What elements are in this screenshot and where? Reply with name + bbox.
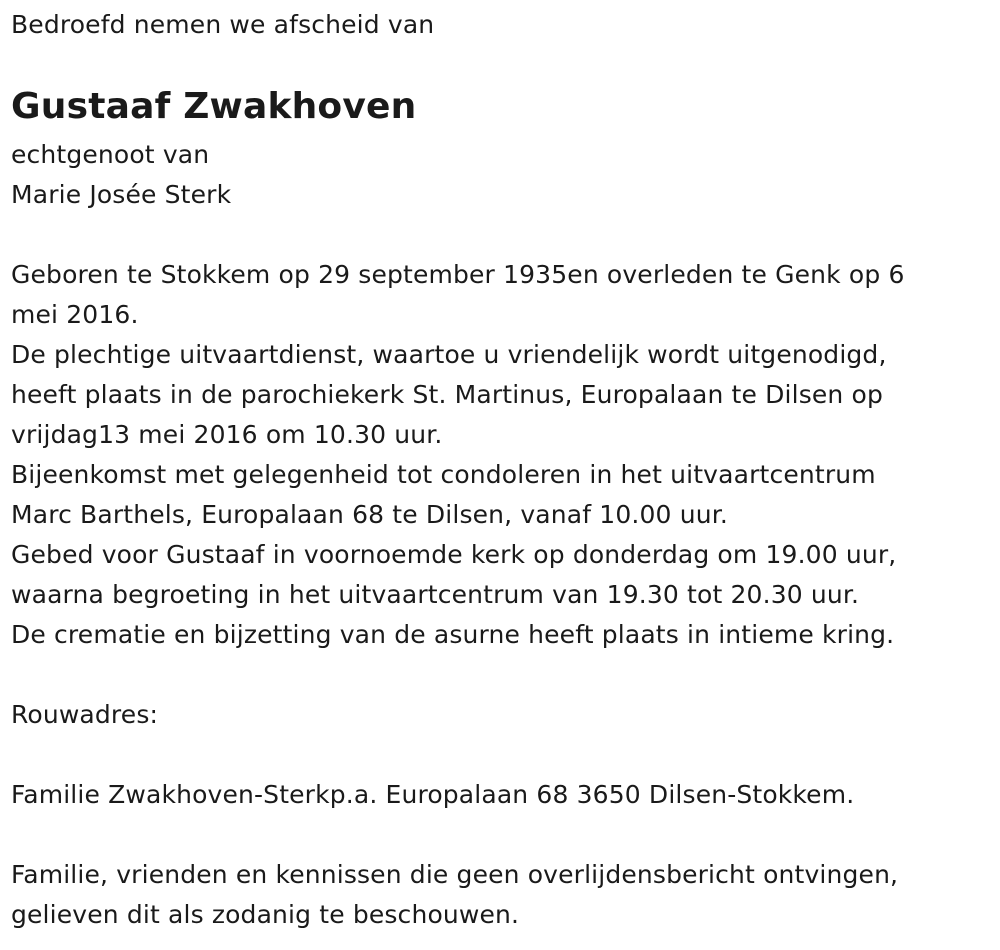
spacer	[11, 815, 986, 855]
body-line: mei 2016.	[11, 300, 139, 329]
address-label: Rouwadres:	[11, 700, 159, 729]
body-line: Bijeenkomst met gelegenheid tot condoleren in het uitvaartcentrum	[11, 460, 876, 489]
spacer	[11, 215, 986, 255]
death-notice	[11, 0, 986, 935]
spouse-name: Marie Josée Sterk	[11, 180, 232, 209]
body-line: De crematie en bijzetting van de asurne heeft plaats in intieme kring.	[11, 620, 895, 649]
body-line: Geboren te Stokkem op 29 september 1935en overleden te Genk op 6	[11, 260, 905, 289]
body-line: De plechtige uitvaartdienst, waartoe u vriendelijk wordt uitgenodigd,	[11, 340, 887, 369]
spouse-label: echtgenoot van	[11, 140, 210, 169]
intro-text: Bedroefd nemen we afscheid van	[11, 10, 435, 39]
notice-body	[11, 255, 986, 655]
closing-line: Familie, vrienden en kennissen die geen overlijdensbericht ontvingen,	[11, 860, 899, 889]
body-line: vrijdag13 mei 2016 om 10.30 uur.	[11, 420, 443, 449]
body-line: waarna begroeting in het uitvaartcentrum van 19.30 tot 20.30 uur.	[11, 580, 860, 609]
closing-line: gelieven dit als zodanig te beschouwen.	[11, 900, 520, 929]
spacer	[11, 735, 986, 775]
body-line: heeft plaats in de parochiekerk St. Martinus, Europalaan te Dilsen op	[11, 380, 883, 409]
deceased-name: Gustaaf Zwakhoven	[11, 86, 417, 127]
spacer	[11, 655, 986, 695]
body-line: Marc Barthels, Europalaan 68 te Dilsen, vanaf 10.00 uur.	[11, 500, 728, 529]
mourning-address: Familie Zwakhoven-Sterkp.a. Europalaan 68 3650 Dilsen-Stokkem.	[11, 780, 855, 809]
body-line: Gebed voor Gustaaf in voornoemde kerk op donderdag om 19.00 uur,	[11, 540, 897, 569]
